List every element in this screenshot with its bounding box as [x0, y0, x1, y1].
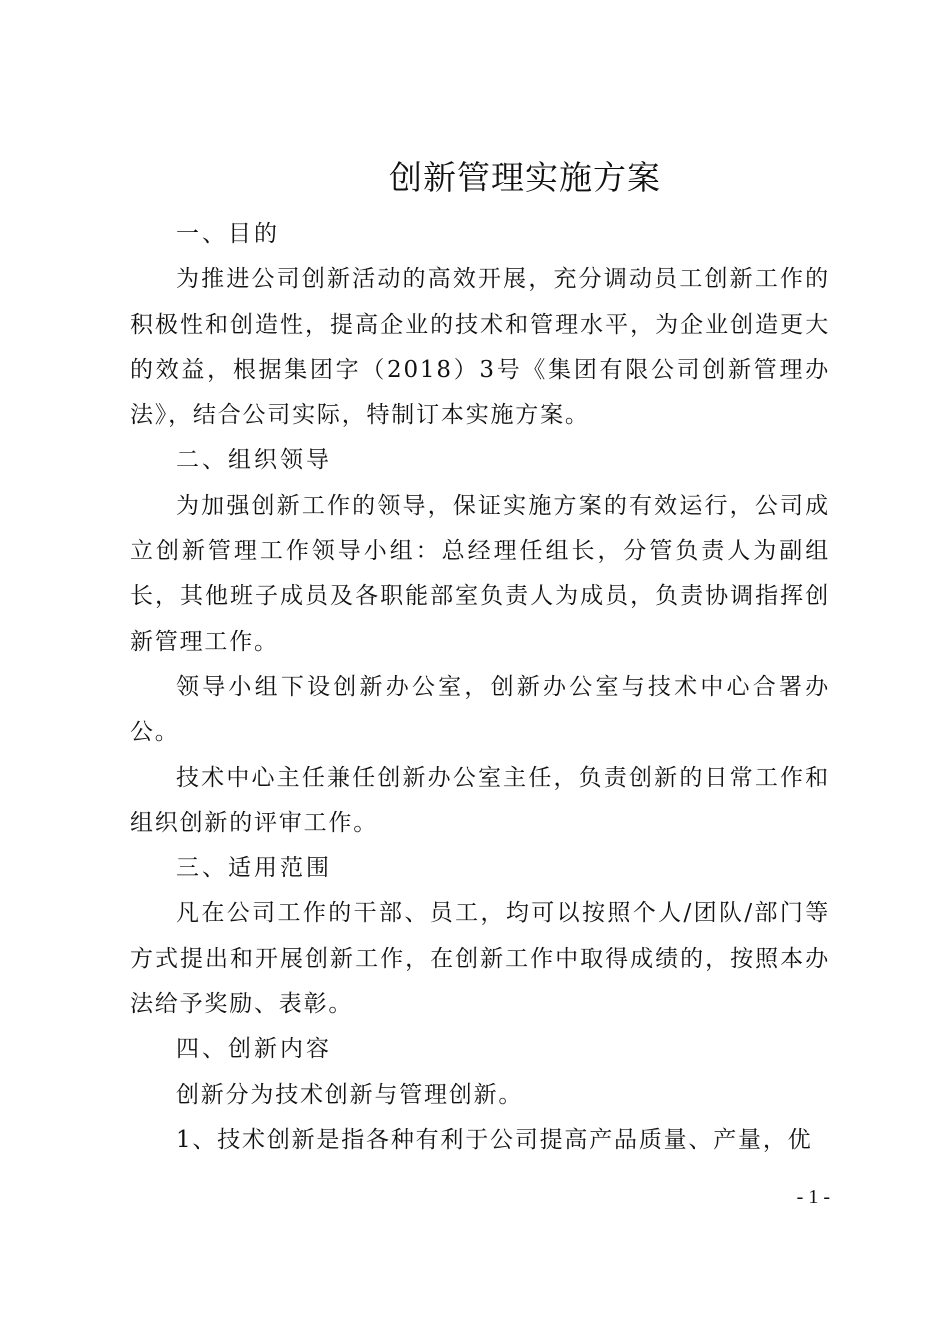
- paragraph-office-director: 技术中心主任兼任创新办公室主任，负责创新的日常工作和组织创新的评审工作。: [130, 764, 830, 836]
- paragraph-technical-innovation: 1、技术创新是指各种有利于公司提高产品质量、产量，优: [176, 1126, 813, 1153]
- section-heading-purpose: 一、目的: [176, 221, 280, 247]
- paragraph-purpose: 为推进公司创新活动的高效开展，充分调动员工创新工作的积极性和创造性，提高企业的技术和管理水平，为企业创造更大的效益，根据集团字（2018）3号《集团有限公司创新管理办法》，结合公司实际，特制订本实施方案。: [130, 266, 830, 429]
- section-heading-scope: 三、适用范围: [176, 855, 332, 882]
- paragraph-leadership-group: 为加强创新工作的领导，保证实施方案的有效运行，公司成立创新管理工作领导小组：总经理任组长，分管负责人为副组长，其他班子成员及各职能部室负责人为成员，负责协调指挥创新管理工作。: [130, 492, 830, 655]
- document-body: [130, 212, 830, 1163]
- page-number: - 1 -: [796, 1186, 830, 1208]
- paragraph-innovation-office: 领导小组下设创新办公室，创新办公室与技术中心合署办公。: [130, 673, 830, 746]
- document-title: 创新管理实施方案: [389, 158, 661, 197]
- paragraph-scope: 凡在公司工作的干部、员工，均可以按照个人/团队/部门等方式提出和开展创新工作，在创新工作中取得成绩的，按照本办法给予奖励、表彰。: [130, 900, 830, 1018]
- paragraph-innovation-types: 创新分为技术创新与管理创新。: [176, 1081, 524, 1108]
- section-heading-content: 四、创新内容: [176, 1036, 332, 1063]
- section-heading-organization: 二、组织领导: [176, 447, 332, 474]
